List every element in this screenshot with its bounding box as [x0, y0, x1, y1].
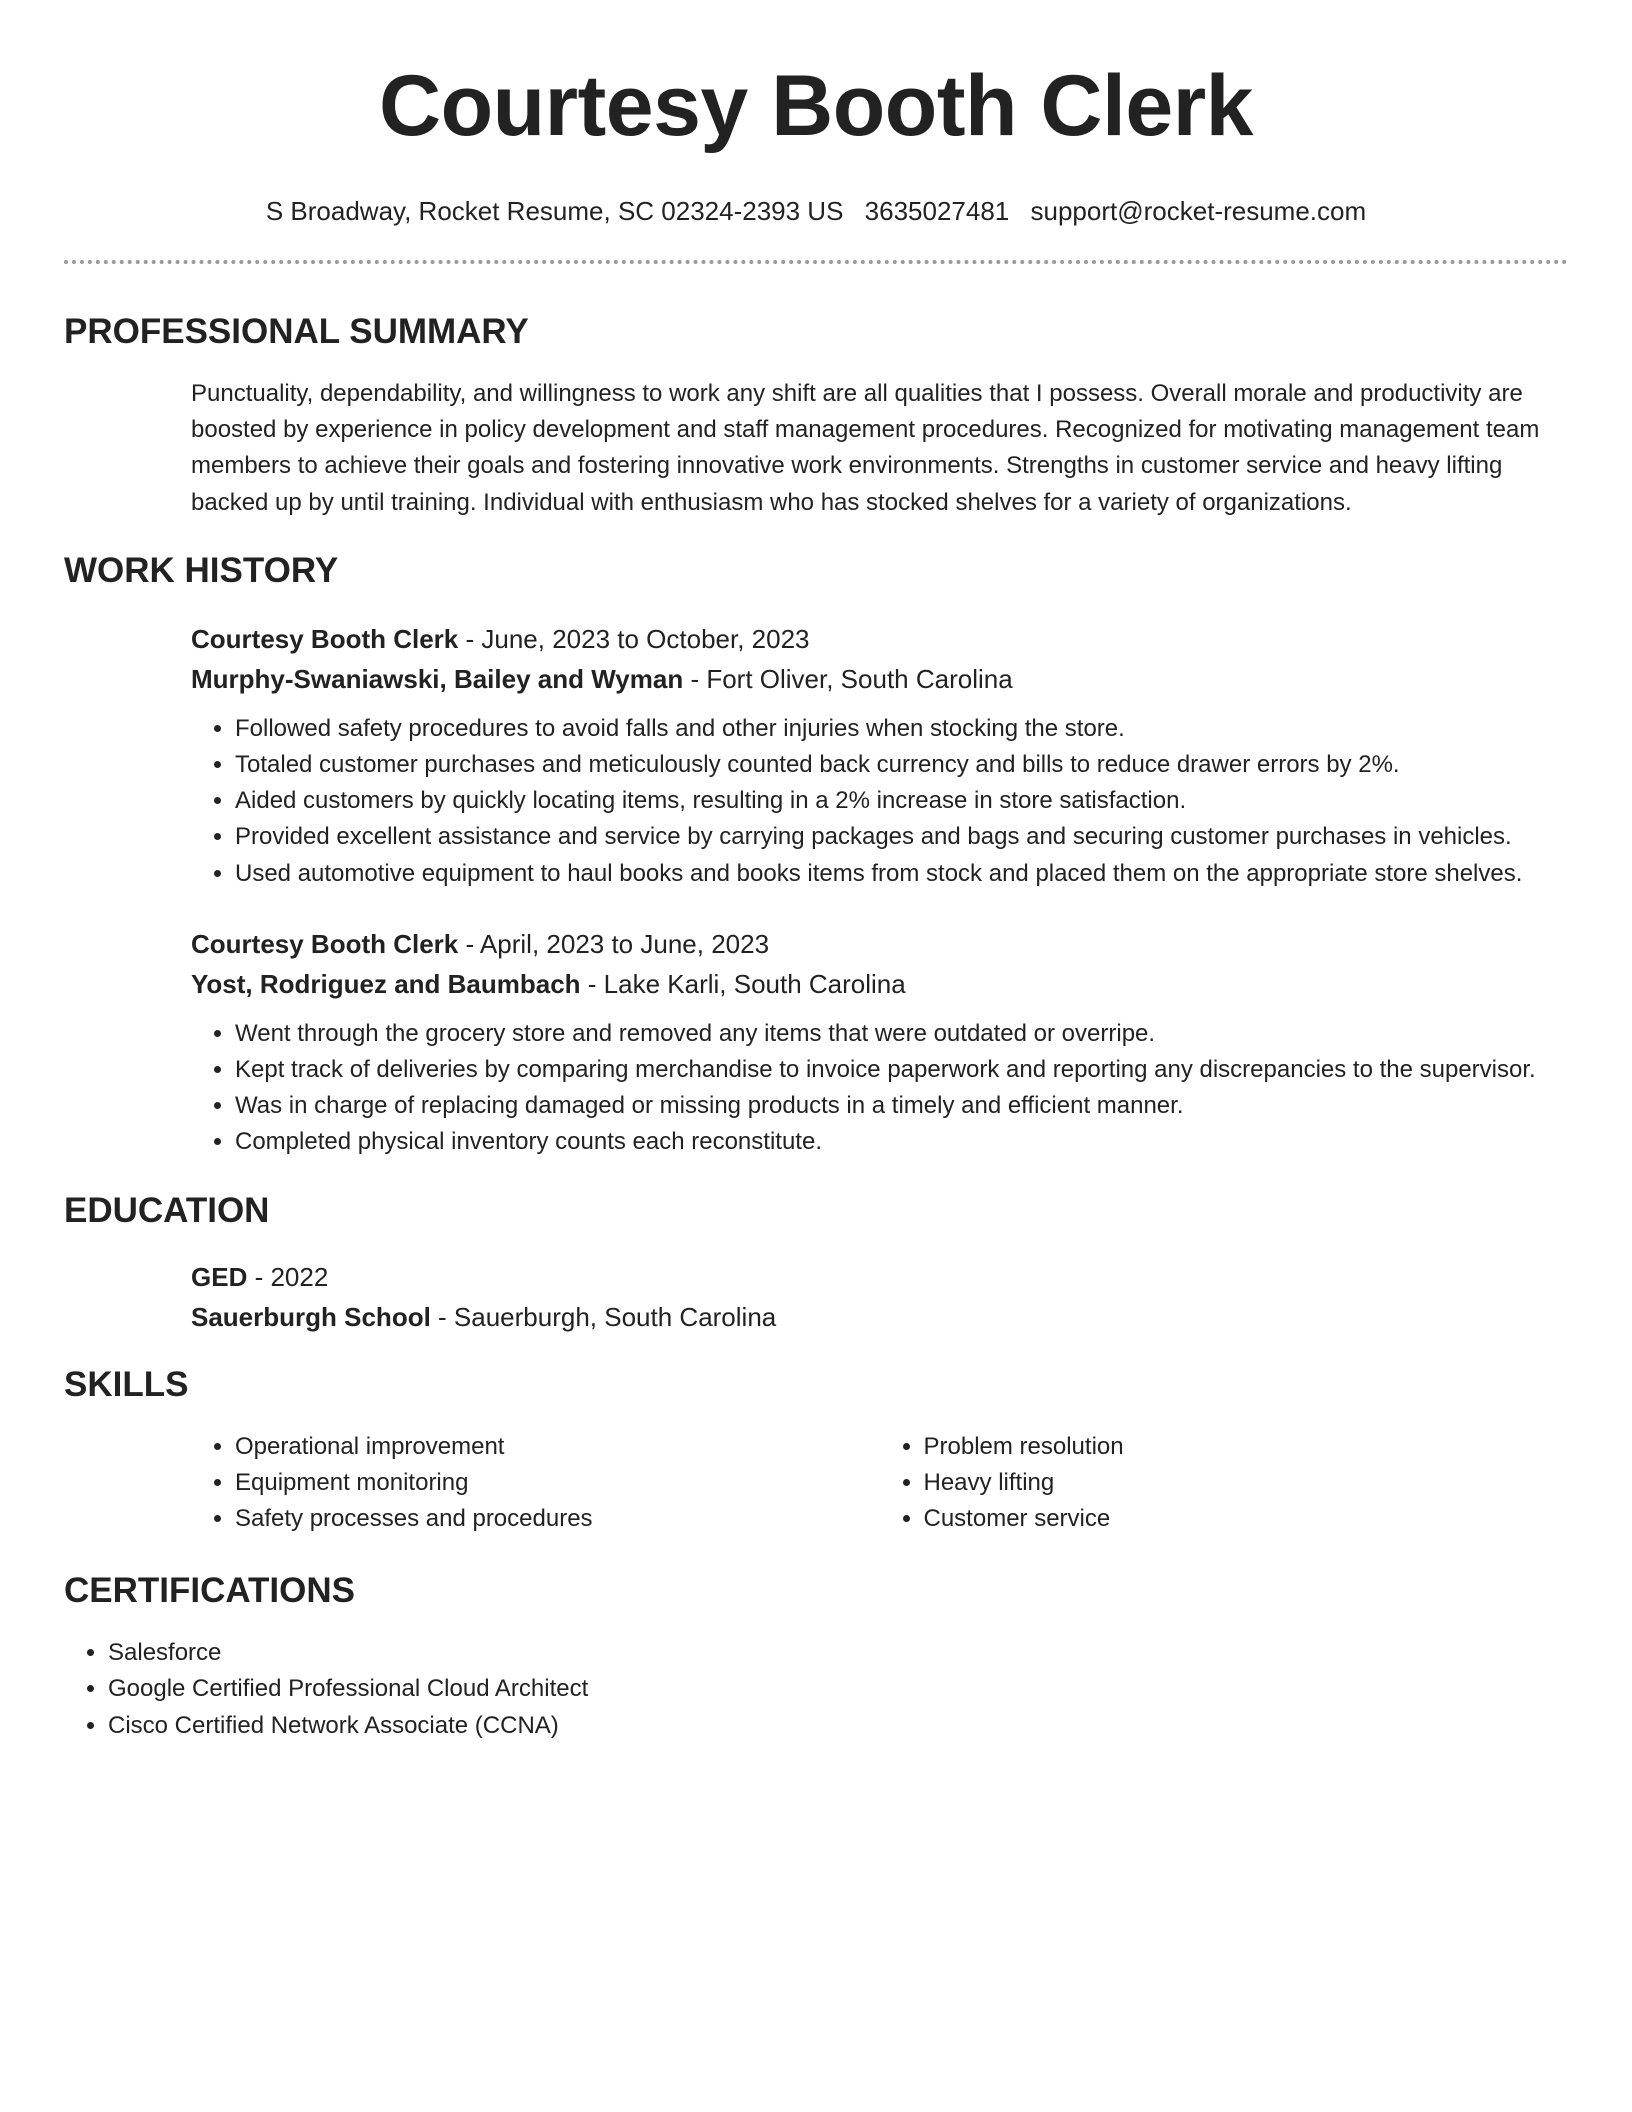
header-divider — [64, 260, 1568, 264]
education-degree-line — [191, 1257, 1568, 1297]
skill-item: • Safety processes and procedures — [235, 1501, 880, 1537]
job-company: Murphy-Swaniawski, Bailey and Wyman — [191, 663, 684, 694]
certification-item: • Salesforce — [108, 1635, 1568, 1671]
job-entry — [191, 619, 1568, 892]
job-bullets — [191, 1016, 1568, 1161]
list-item: • Totaled customer purchases and meticulously counted back currency and bills to reduce drawer errors by 2%. — [235, 747, 1568, 783]
education-location: - Sauerburgh, South Carolina — [430, 1301, 777, 1332]
summary-text: Punctuality, dependability, and willingness to work any shift are all qualities that I possess. Overall morale and productivity are boosted by experience in policy development and staff management procedures. Recognized for motivating management team members to achieve their goals and fostering innovative work environments. Strengths in customer service and heavy lifting backed up by until training. Individual with enthusiasm who has stocked shelves for a variety of organizations. — [191, 380, 1540, 516]
section-title-skills: SKILLS — [64, 1364, 189, 1404]
job-company: Yost, Rodriguez and Baumbach — [191, 968, 581, 999]
list-item: • Was in charge of replacing damaged or missing products in a timely and efficient manner. — [235, 1088, 1568, 1124]
certification-item: • Google Certified Professional Cloud Architect — [108, 1671, 1568, 1707]
section-title-summary: PROFESSIONAL SUMMARY — [64, 312, 529, 351]
skills-right-column — [880, 1429, 1569, 1538]
skill-item: • Equipment monitoring — [235, 1465, 880, 1501]
skill-item: • Heavy lifting — [924, 1465, 1569, 1501]
candidate-name: Courtesy Booth Clerk — [378, 58, 1254, 154]
education-degree: GED — [191, 1261, 248, 1292]
job-role-line — [191, 924, 1568, 964]
list-item: • Aided customers by quickly locating items, resulting in a 2% increase in store satisfaction. — [235, 783, 1568, 819]
skill-item: • Operational improvement — [235, 1429, 880, 1465]
section-title-work-history: WORK HISTORY — [64, 550, 339, 590]
contact-line — [64, 194, 1568, 228]
job-location: - Fort Oliver, South Carolina — [683, 663, 1013, 694]
job-org-line — [191, 659, 1568, 699]
list-item: • Used automotive equipment to haul books and books items from stock and placed them on the appropriate store shelves. — [235, 856, 1568, 892]
job-role-line — [191, 619, 1568, 659]
contact-phone: 3635027481 — [864, 196, 1010, 226]
job-org-line — [191, 964, 1568, 1004]
education-school-line — [191, 1297, 1568, 1337]
list-item: • Followed safety procedures to avoid falls and other injuries when stocking the store. — [235, 711, 1568, 747]
section-title-certifications: CERTIFICATIONS — [64, 1571, 356, 1611]
job-dates: - June, 2023 to October, 2023 — [458, 623, 810, 654]
list-item: • Provided excellent assistance and service by carrying packages and bags and securing customer purchases in vehicles. — [235, 819, 1568, 855]
education-school: Sauerburgh School — [191, 1301, 431, 1332]
job-dates: - April, 2023 to June, 2023 — [458, 928, 770, 959]
skills-left-column — [191, 1429, 880, 1538]
skills-grid — [191, 1429, 1568, 1538]
job-bullets — [191, 711, 1568, 892]
contact-address: S Broadway, Rocket Resume, SC 02324-2393 US — [265, 196, 844, 226]
job-location: - Lake Karli, South Carolina — [580, 968, 906, 999]
contact-email: support@rocket-resume.com — [1030, 196, 1367, 226]
job-role: Courtesy Booth Clerk — [191, 623, 459, 654]
education-entry — [191, 1257, 1568, 1337]
resume-header — [64, 0, 1568, 228]
job-entry — [191, 924, 1568, 1161]
list-item: • Kept track of deliveries by comparing merchandise to invoice paperwork and reporting any discrepancies to the supervisor. — [235, 1052, 1568, 1088]
list-item: • Went through the grocery store and removed any items that were outdated or overripe. — [235, 1016, 1568, 1052]
certification-item: • Cisco Certified Network Associate (CCNA) — [108, 1708, 1568, 1744]
job-role: Courtesy Booth Clerk — [191, 928, 459, 959]
list-item: • Completed physical inventory counts each reconstitute. — [235, 1124, 1568, 1160]
section-title-education: EDUCATION — [64, 1190, 270, 1230]
certification-list — [64, 1635, 1568, 1744]
education-year: - 2022 — [247, 1261, 329, 1292]
skill-item: • Problem resolution — [924, 1429, 1569, 1465]
skill-item: • Customer service — [924, 1501, 1569, 1537]
